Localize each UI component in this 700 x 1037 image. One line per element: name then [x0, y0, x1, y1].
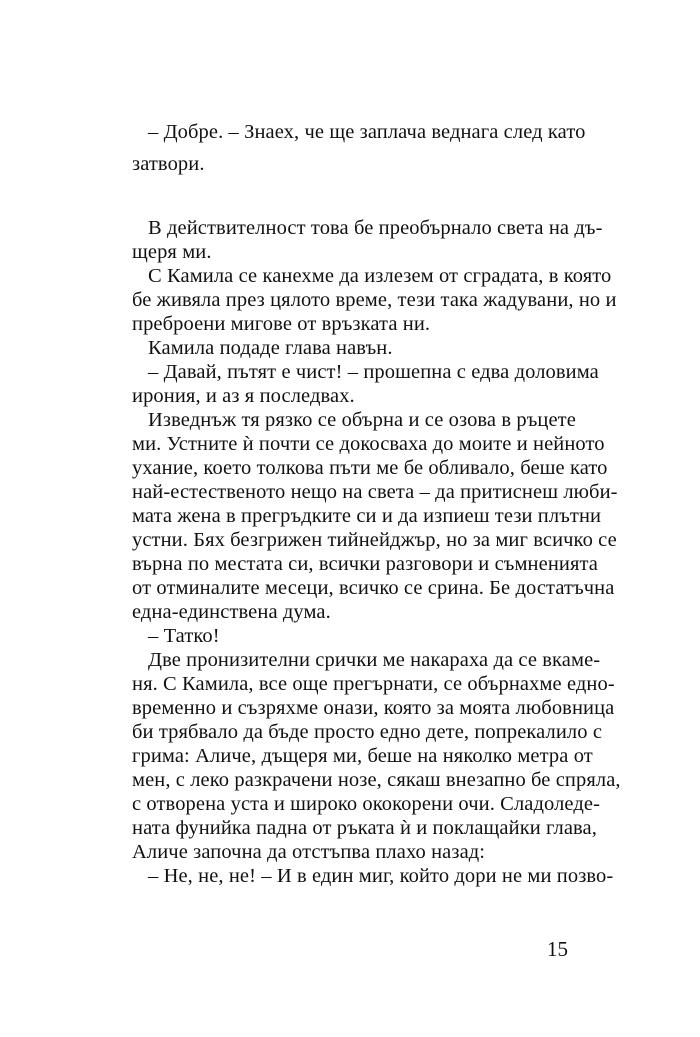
text-line-18: от отминалите месеци, всичко се срина. Бе достатъчна: [132, 577, 615, 599]
text-line-22: ня. С Камила, все още прегърнати, се обърнахме едно-: [132, 673, 615, 695]
text-line-14: най-естественото нещо на света – да притиснеш люби-: [132, 481, 618, 503]
text-line-26: мен, с леко разкрачени нозе, сякаш внезапно бе спряла,: [132, 769, 621, 791]
text-line-15: мата жена в прегръдките си и да изпиеш тези плътни: [132, 505, 602, 527]
text-line-12: ми. Устните ѝ почти се докосваха до моите и нейното: [132, 433, 605, 455]
text-line-19: една-единствена дума.: [132, 601, 331, 623]
text-line-10: ирония, и аз я последвах.: [132, 385, 355, 407]
text-line-23: временно и съзряхме онази, която за моята любовница: [132, 697, 615, 719]
text-line-9: – Давай, пътят е чист! – прошепна с едва доловима: [148, 361, 599, 383]
text-line-25: грима: Аличе, дъщеря ми, беше на няколко метра от: [132, 745, 593, 767]
text-line-2: затвори.: [132, 153, 205, 175]
text-line-21: Две пронизителни срички ме накараха да се вкаме-: [148, 649, 601, 671]
text-line-24: би трябвало да бъде просто едно дете, попрекалило с: [132, 721, 603, 743]
text-line-27: с отворена уста и широко ококорени очи. Сладоледе-: [132, 793, 601, 815]
text-line-6: бе живяла през цялото време, тези така жадувани, но и: [132, 289, 617, 311]
text-line-28: ната фунийка падна от ръката ѝ и поклащайки глава,: [132, 817, 597, 839]
text-line-3: В действителност това бе преобърнало света на дъ-: [148, 217, 603, 239]
text-line-7: преброени мигове от връзката ни.: [132, 313, 431, 335]
text-line-29: Аличе започна да отстъпва плахо назад:: [132, 841, 486, 863]
text-line-11: Изведнъж тя рязко се обърна и се озова в ръцете: [148, 409, 576, 431]
text-line-8: Камила подаде глава навън.: [148, 337, 393, 359]
page-number: 15: [547, 937, 568, 961]
text-line-30: – Не, не, не! – И в един миг, който дори не ми позво-: [148, 865, 614, 887]
text-line-16: устни. Бях безгрижен тийнейджър, но за миг всичко се: [132, 529, 617, 551]
text-line-20: – Татко!: [148, 625, 220, 647]
text-line-4: щеря ми.: [132, 241, 212, 263]
text-line-1: – Добре. – Знаех, че ще заплача веднага след като: [148, 121, 586, 143]
text-line-17: върна по местата си, всички разговори и съмненията: [132, 553, 599, 575]
text-line-13: ухание, което толкова пъти ме бе обливало, беше като: [132, 457, 608, 479]
text-line-5: С Камила се канехме да излезем от сградата, в която: [148, 265, 612, 287]
